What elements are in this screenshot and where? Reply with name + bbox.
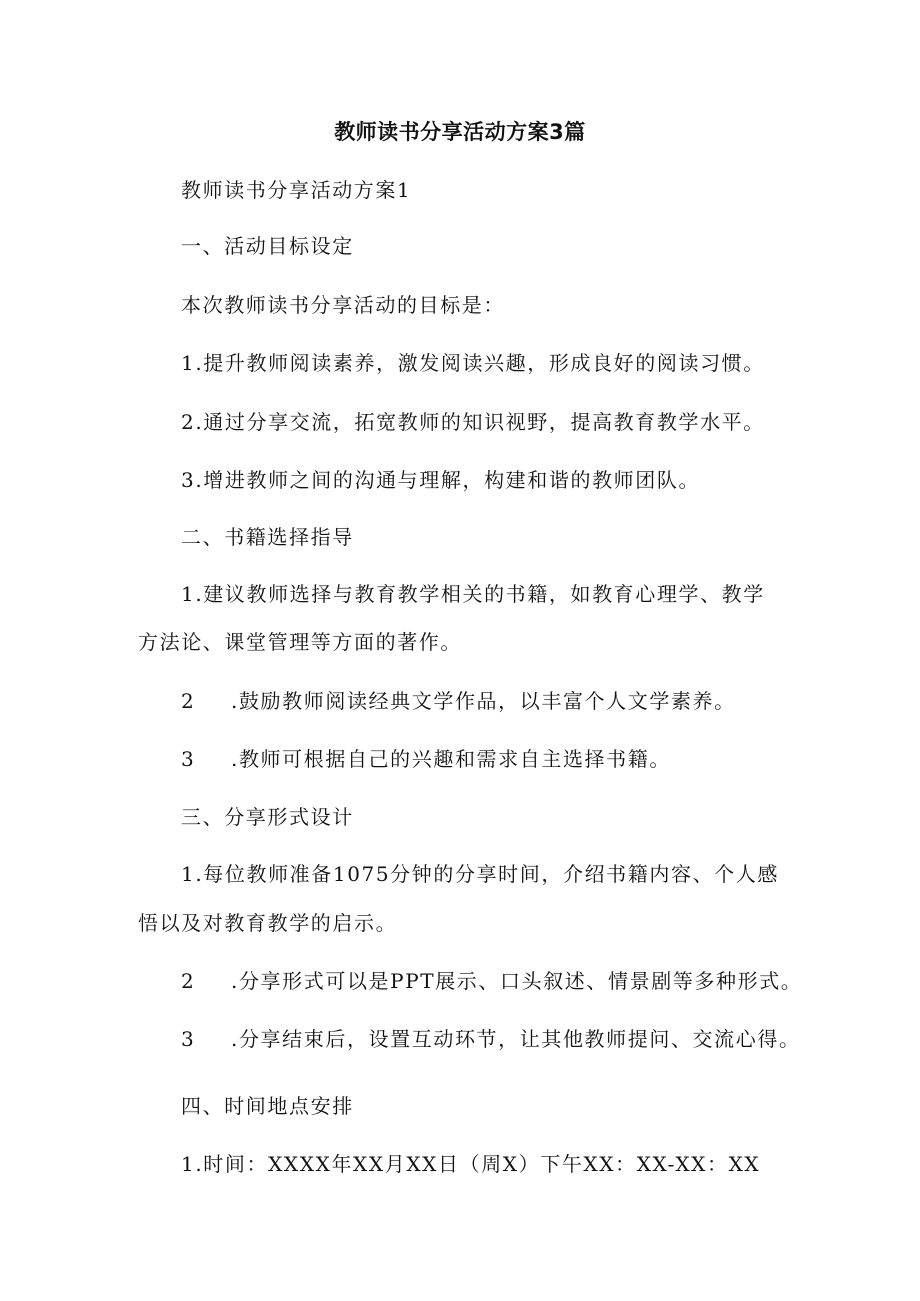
- subtitle: 教师读书分享活动方案1: [181, 178, 412, 202]
- list-item-number: 3: [181, 468, 196, 492]
- list-item: [181, 1025, 801, 1053]
- list-item-number: 2: [181, 689, 196, 713]
- document-title: 教师读书分享活动方案3篇: [334, 120, 586, 144]
- list-item: [181, 745, 671, 773]
- section-heading-2: 二、书籍选择指导: [181, 525, 354, 549]
- section-heading-3: 三、分享形式设计: [181, 805, 354, 829]
- list-item-text: .增进教师之间的沟通与理解，构建和谐的教师团队。: [195, 468, 701, 492]
- list-item-number: 2: [181, 969, 196, 993]
- list-item-text: .提升教师阅读素养，激发阅读兴趣，形成良好的阅读习惯。: [195, 351, 765, 375]
- list-item: [181, 967, 802, 995]
- list-item-text: .分享结束后，设置互动环节，让其他教师提问、交流心得。: [231, 1027, 801, 1051]
- list-item-text: .通过分享交流，拓宽教师的知识视野，提高教育教学水平。: [195, 410, 765, 434]
- list-item-number: 1: [181, 1152, 196, 1176]
- list-item-number: 3: [181, 1027, 196, 1051]
- section1-intro: 本次教师读书分享活动的目标是：: [181, 293, 505, 317]
- list-item-number: 1: [181, 351, 196, 375]
- list-item: [181, 349, 765, 377]
- list-item: [181, 860, 779, 888]
- list-item: [181, 1150, 760, 1178]
- list-item: [181, 687, 736, 715]
- list-item-text: .时间：XXXX年XX月XX日（周X）下午XX：XX-XX：XX: [195, 1152, 761, 1176]
- list-item-number: 3: [181, 747, 196, 771]
- section-heading-4: 四、时间地点安排: [181, 1094, 354, 1118]
- list-item-continuation: 方法论、课堂管理等方面的著作。: [138, 630, 462, 654]
- list-item-number: 1: [181, 582, 196, 606]
- list-item-continuation: 悟以及对教育教学的启示。: [138, 911, 398, 935]
- list-item-number: 2: [181, 410, 196, 434]
- list-item-text: .每位教师准备1075分钟的分享时间，介绍书籍内容、个人感: [195, 862, 779, 886]
- list-item-text: .教师可根据自己的兴趣和需求自主选择书籍。: [231, 747, 671, 771]
- section-heading-1: 一、活动目标设定: [181, 234, 354, 258]
- list-item-text: .鼓励教师阅读经典文学作品，以丰富个人文学素养。: [231, 689, 736, 713]
- list-item-text: .分享形式可以是PPT展示、口头叙述、情景剧等多种形式。: [231, 969, 803, 993]
- list-item-text: .建议教师选择与教育教学相关的书籍，如教育心理学、教学: [195, 582, 765, 606]
- list-item-number: 1: [181, 862, 196, 886]
- list-item: [181, 466, 700, 494]
- list-item: [181, 580, 765, 608]
- list-item: [181, 408, 765, 436]
